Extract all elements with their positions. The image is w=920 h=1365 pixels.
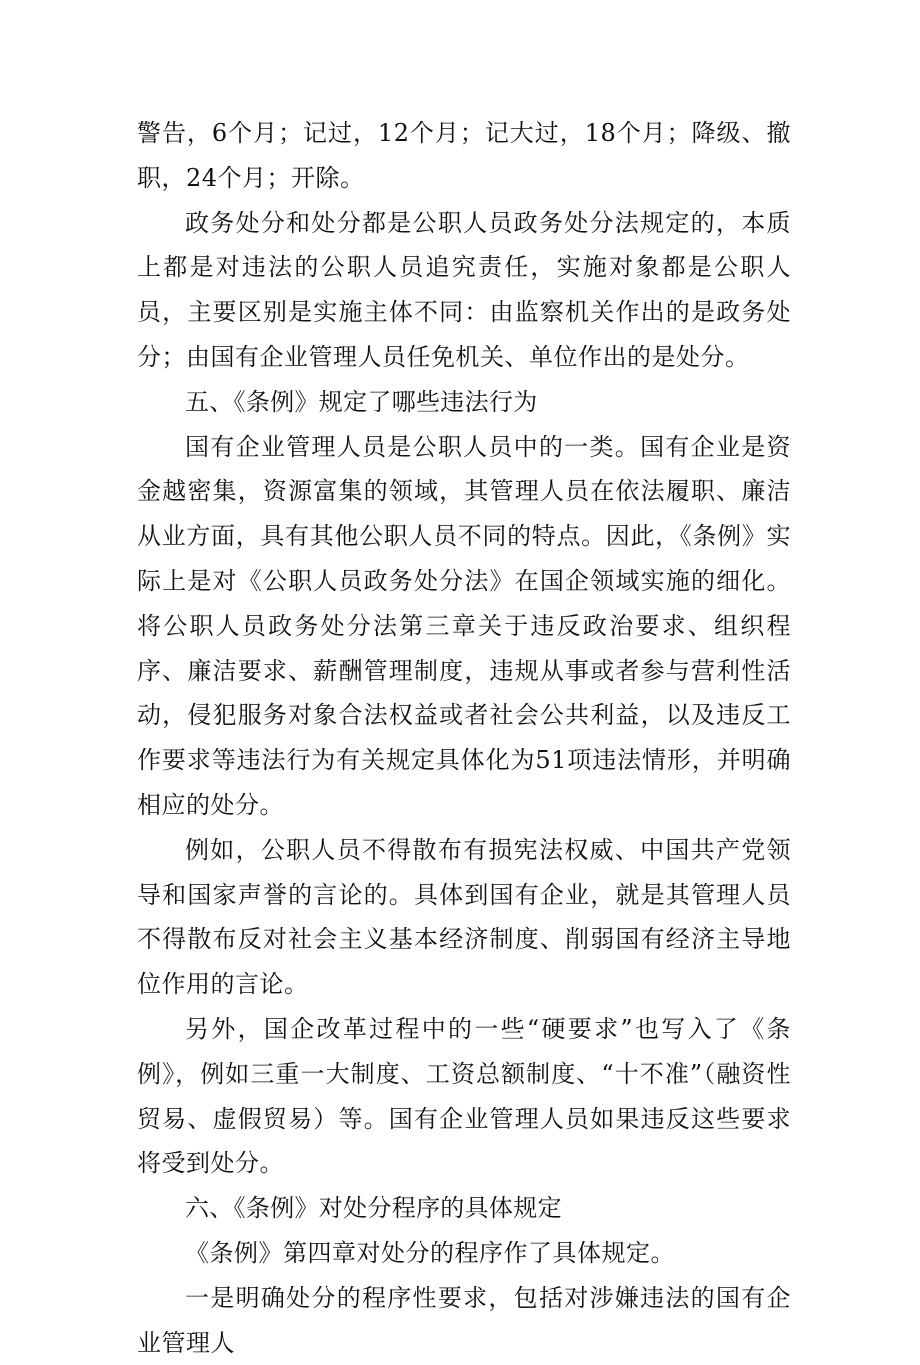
paragraph-sanction-comparison: 政务处分和处分都是公职人员政务处分法规定的，本质上都是对违法的公职人员追究责任，实施对象都是公职人员，主要区别是实施主体不同：由监察机关作出的是政务处分；由国有企业管理人员任免机关、单位作出的是处分。 xyxy=(137,208,791,371)
paragraph-penalty-periods: 警告，6个月；记过，12个月；记大过，18个月；降级、撤职，24个月；开除。 xyxy=(137,119,791,192)
section-heading-5: 五、《条例》规定了哪些违法行为 xyxy=(185,387,538,416)
paragraph-chapter-four: 《条例》第四章对处分的程序作了具体规定。 xyxy=(185,1238,675,1267)
paragraph-procedural-requirements: 一是明确处分的程序性要求，包括对涉嫌违法的国有企业管理人 xyxy=(137,1283,791,1357)
section-heading-6: 六、《条例》对处分程序的具体规定 xyxy=(185,1194,562,1223)
paragraph-example: 例如，公职人员不得散布有损宪法权威、中国共产党领导和国家声誉的言论的。具体到国有企业，就是其管理人员不得散布反对社会主义基本经济制度、削弱国有经济主导地位作用的言论。 xyxy=(137,835,791,999)
document-body xyxy=(137,111,791,1365)
paragraph-reform-requirements: 另外，国企改革过程中的一些“硬要求”也写入了《条例》，例如三重一大制度、工资总额制度、“十不准”（融资性贸易、虚假贸易）等。国有企业管理人员如果违反这些要求将受到处分。 xyxy=(137,1014,791,1178)
paragraph-soe-managers: 国有企业管理人员是公职人员中的一类。国有企业是资金越密集，资源富集的领域，其管理人员在依法履职、廉洁从业方面，具有其他公职人员不同的特点。因此，《条例》实际上是对《公职人员政务处分法》在国企领域实施的细化。将公职人员政务处分法第三章关于违反政治要求、组织程序、廉洁要求、薪酬管理制度，违规从事或者参与营利性活动，侵犯服务对象合法权益或者社会公共利益，以及违反工作要求等违法行为有关规定具体化为51项违法情形，并明确相应的处分。 xyxy=(137,432,791,819)
